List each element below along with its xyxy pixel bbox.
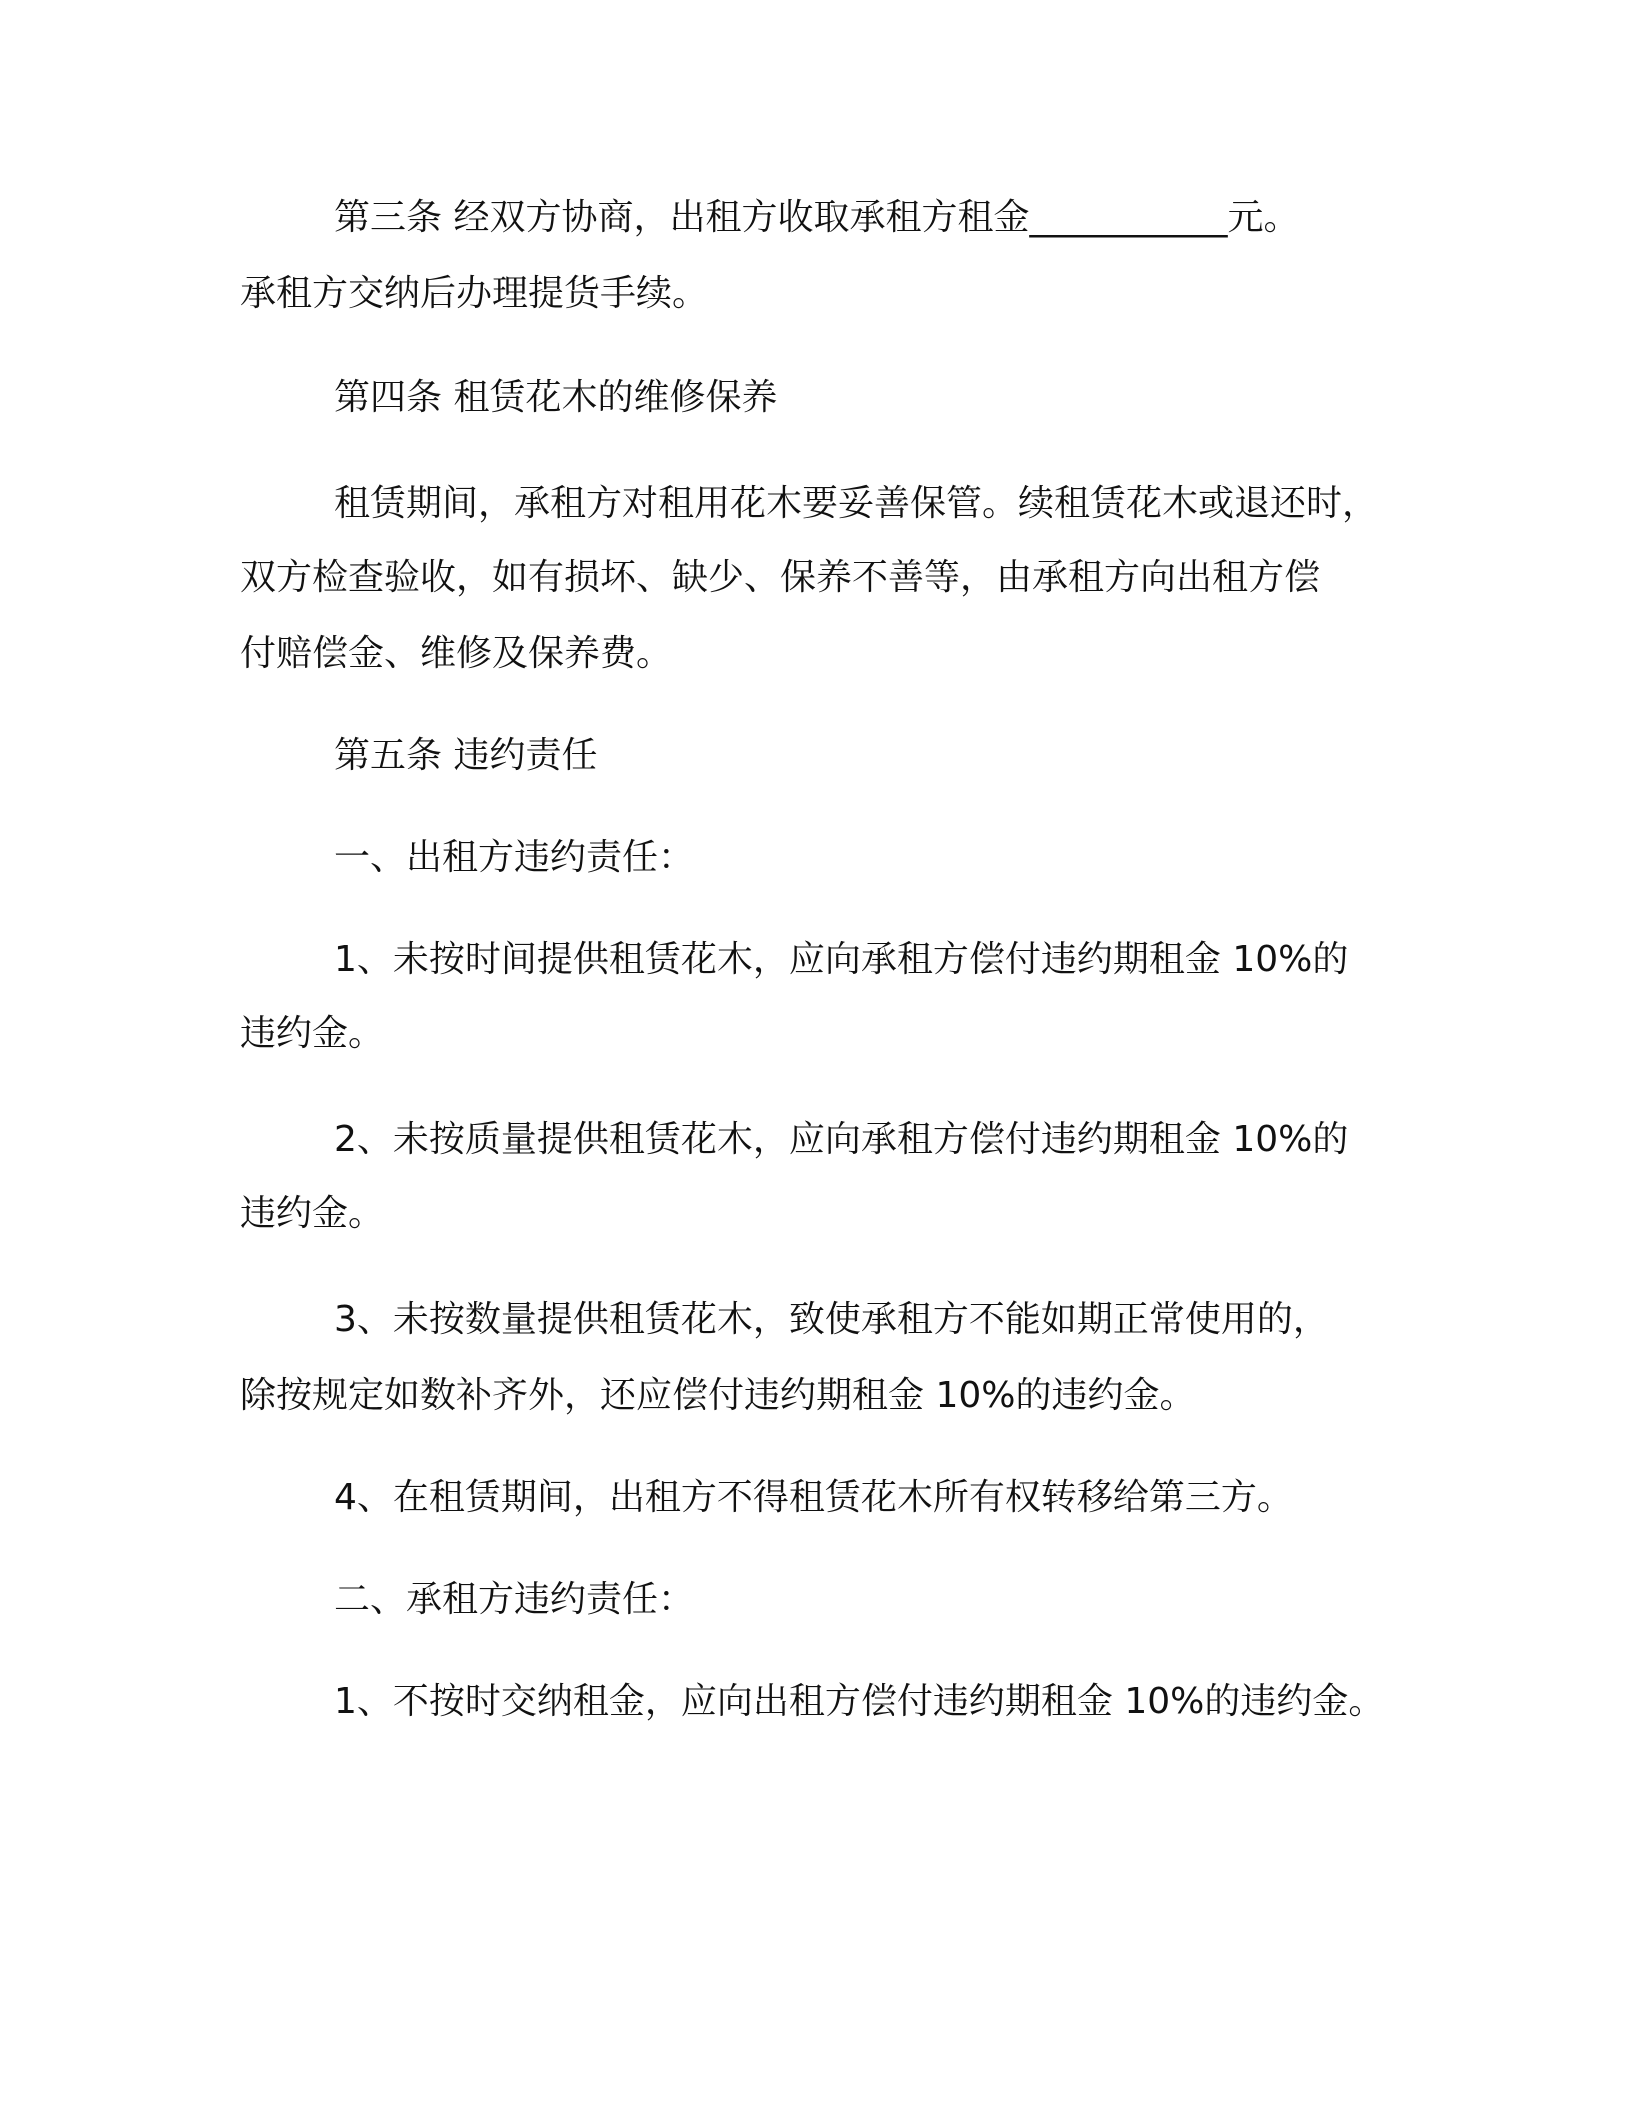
lessor-item-4: 4、在租赁期间，出租方不得租赁花木所有权转移给第三方。 bbox=[334, 1477, 1293, 1518]
lessor-liability-heading: 一、出租方违约责任： bbox=[334, 837, 695, 878]
article-4-para-line-2: 双方检查验收，如有损坏、缺少、保养不善等，由承租方向出租方偿 bbox=[240, 557, 1321, 598]
lessor-item-3-line-2: 除按规定如数补齐外，还应偿付违约期租金 10%的违约金。 bbox=[240, 1375, 1196, 1416]
lessee-item-1: 1、不按时交纳租金，应向出租方偿付违约期租金 10%的违约金。 bbox=[334, 1681, 1385, 1722]
article-4-para-line-3: 付赔偿金、维修及保养费。 bbox=[240, 633, 673, 674]
lessor-item-1-line-2: 违约金。 bbox=[240, 1013, 385, 1054]
lessor-item-3-line-1: 3、未按数量提供租赁花木，致使承租方不能如期正常使用的， bbox=[334, 1299, 1329, 1340]
lessee-liability-heading: 二、承租方违约责任： bbox=[334, 1579, 695, 1620]
lessor-item-1-line-1: 1、未按时间提供租赁花木，应向承租方偿付违约期租金 10%的 bbox=[334, 939, 1349, 980]
article-3-line-2: 承租方交纳后办理提货手续。 bbox=[240, 273, 709, 314]
lessor-item-2-line-2: 违约金。 bbox=[240, 1193, 385, 1234]
article-4-para-line-1: 租赁期间，承租方对租用花木要妥善保管。续租赁花木或退还时， bbox=[334, 483, 1379, 524]
article-3-line-1: 第三条 经双方协商，出租方收取承租方租金___________元。 bbox=[334, 197, 1300, 238]
article-4-heading: 第四条 租赁花木的维修保养 bbox=[334, 377, 778, 418]
lessor-item-2-line-1: 2、未按质量提供租赁花木，应向承租方偿付违约期租金 10%的 bbox=[334, 1119, 1349, 1160]
article-5-heading: 第五条 违约责任 bbox=[334, 735, 598, 776]
